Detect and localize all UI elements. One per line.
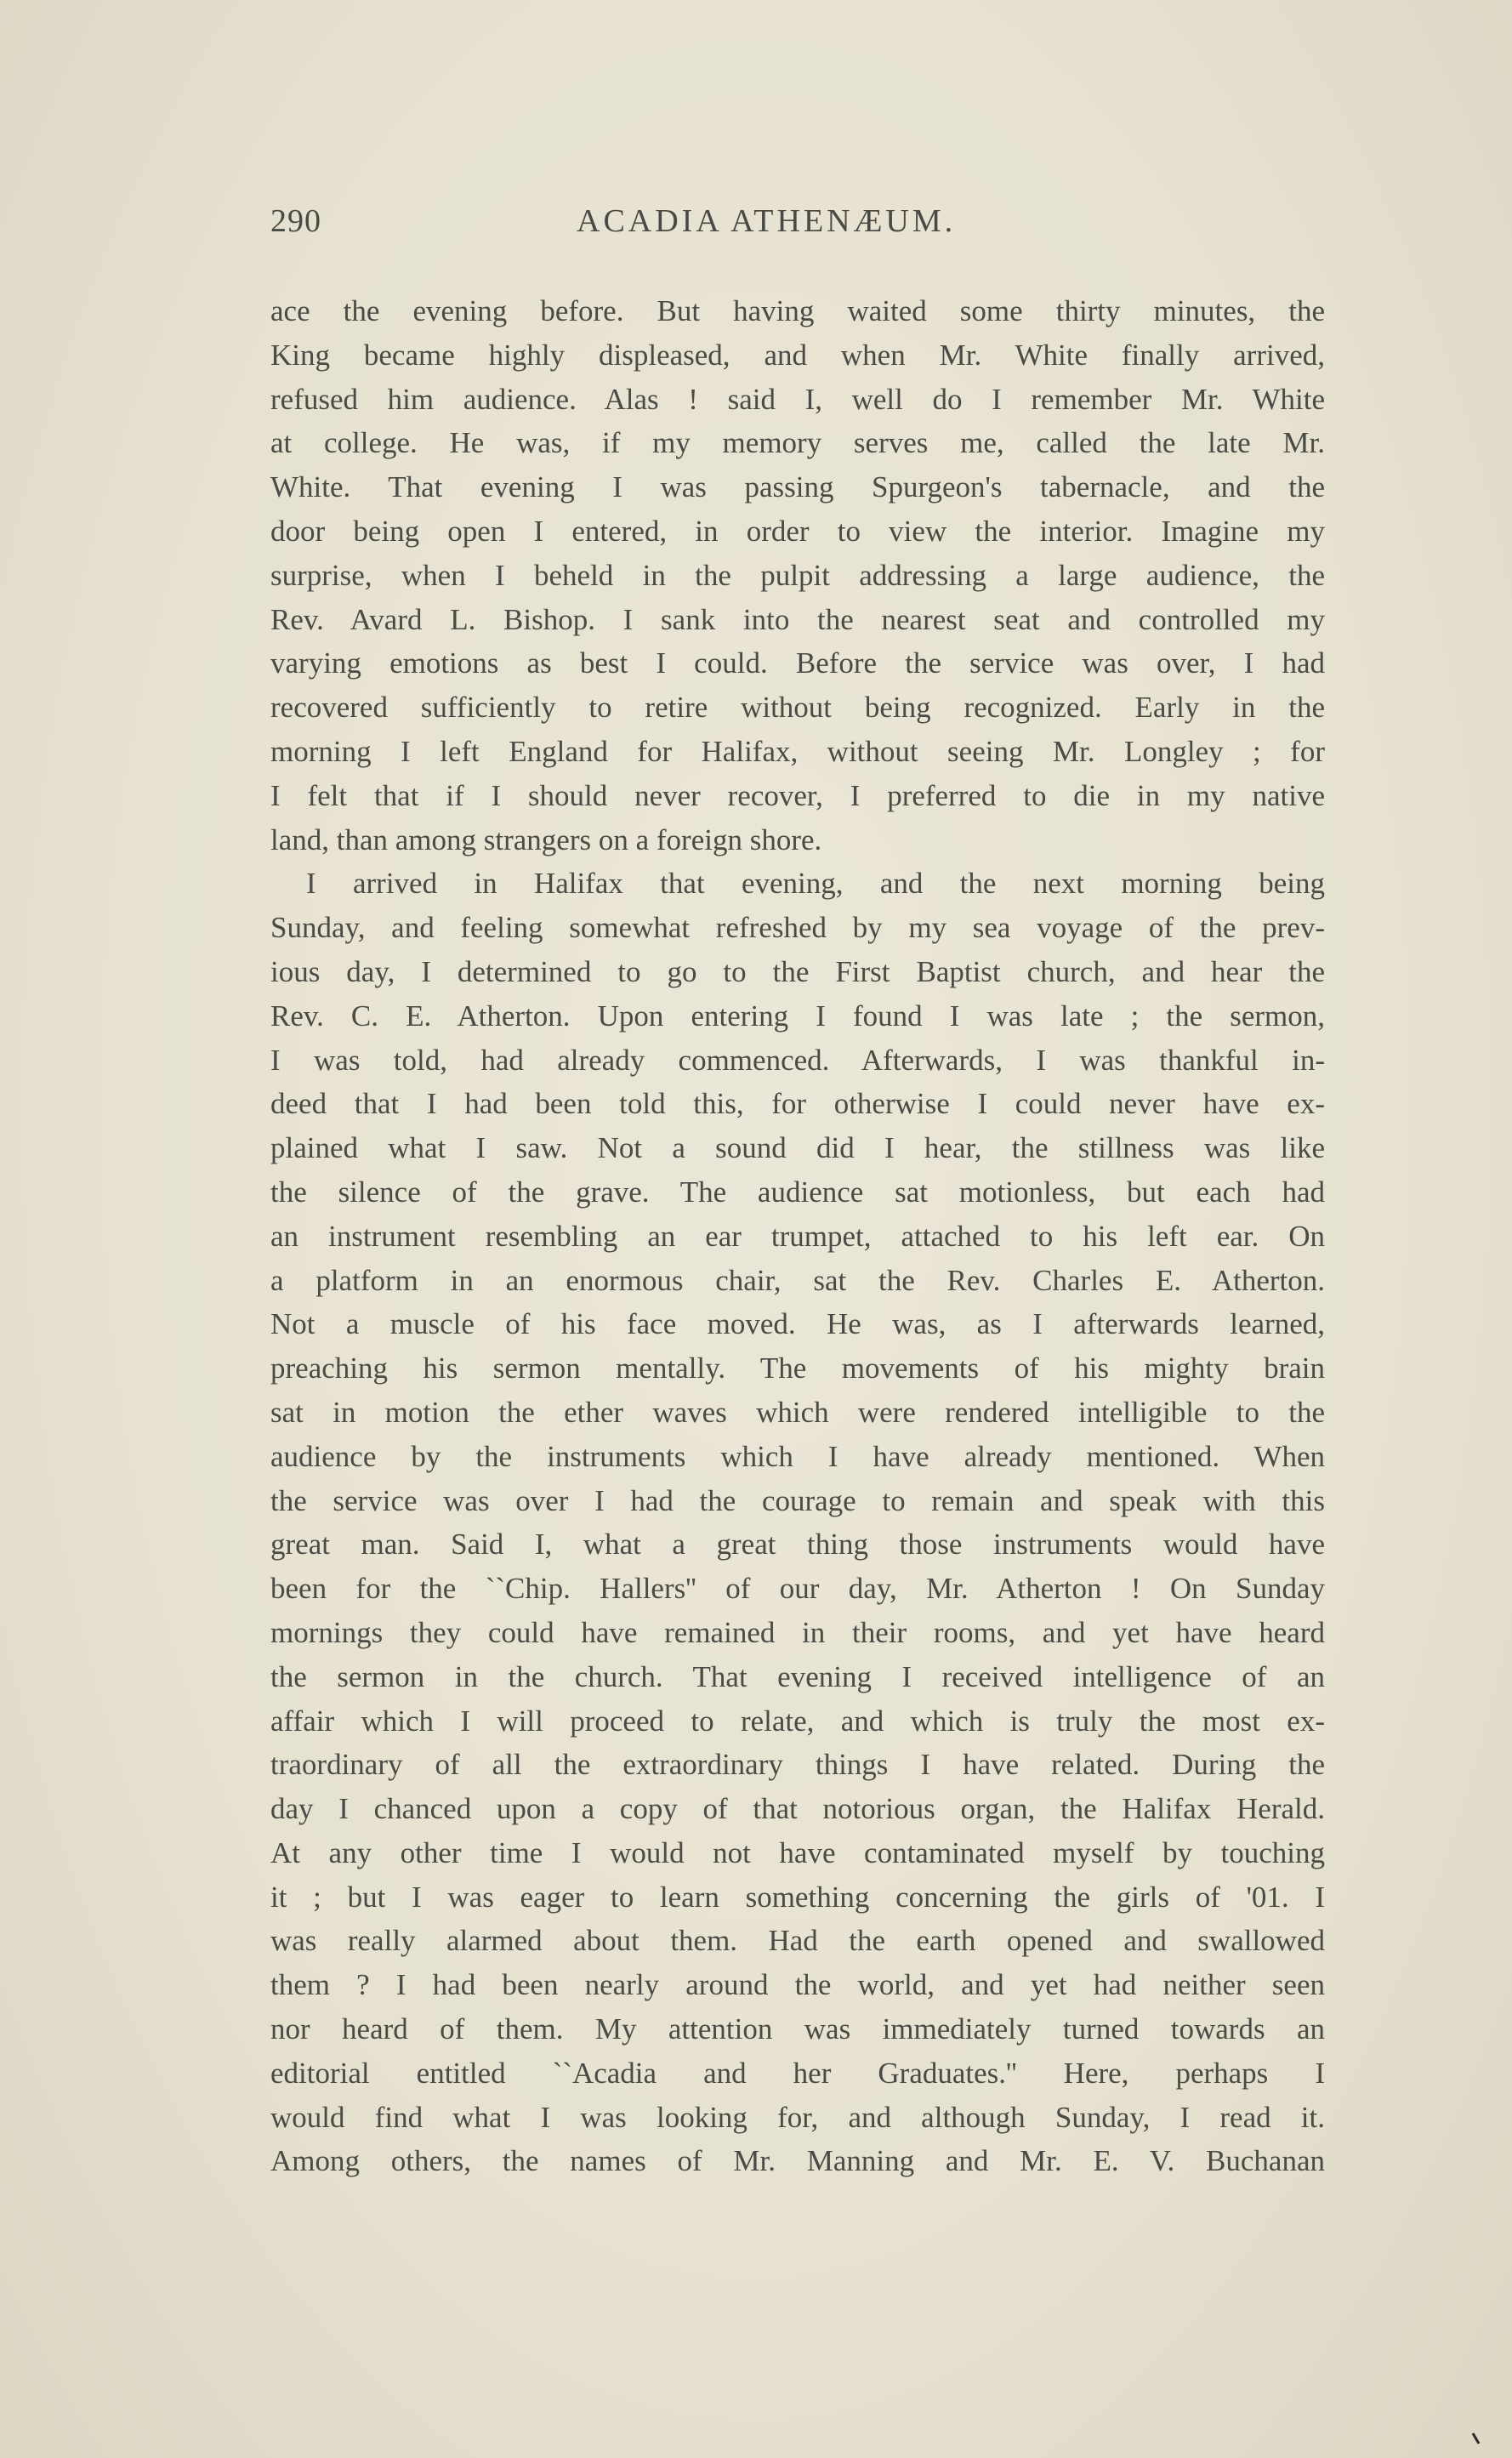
text-line: nor heard of them. My attention was immediately turned towards an	[270, 2012, 1325, 2046]
text-line: King became highly displeased, and when Mr. White finally arrived,	[270, 338, 1325, 372]
text-line: day I chanced upon a copy of that notorious organ, the Halifax Herald.	[270, 1792, 1325, 1826]
text-line: Among others, the names of Mr. Manning and Mr. E. V. Buchanan	[270, 2144, 1325, 2178]
text-line: great man. Said I, what a great thing those instruments would have	[270, 1528, 1325, 1562]
text-line: Rev. C. E. Atherton. Upon entering I found I was late ; the sermon,	[270, 999, 1325, 1033]
body-text	[270, 289, 1325, 2183]
text-line: the sermon in the church. That evening I received intelligence of an	[270, 1659, 1325, 1693]
text-line: Rev. Avard L. Bishop. I sank into the nearest seat and controlled my	[270, 602, 1325, 636]
text-line: Sunday, and feeling somewhat refreshed by my sea voyage of the prev-	[270, 911, 1325, 945]
text-line: Not a muscle of his face moved. He was, as I afterwards learned,	[270, 1307, 1325, 1341]
text-line: been for the ``Chip. Hallers'' of our day, Mr. Atherton ! On Sunday	[270, 1572, 1325, 1606]
text-line: mornings they could have remained in their rooms, and yet have heard	[270, 1615, 1325, 1649]
text-line: an instrument resembling an ear trumpet, attached to his left ear. On	[270, 1219, 1325, 1253]
page-number: 290	[270, 203, 321, 239]
text-line: would find what I was looking for, and although Sunday, I read it.	[270, 2100, 1325, 2134]
running-title: ACADIA ATHENÆUM.	[577, 203, 957, 239]
text-line: deed that I had been told this, for otherwise I could never have ex-	[270, 1087, 1325, 1121]
text-line: a platform in an enormous chair, sat the Rev. Charles E. Atherton.	[270, 1263, 1325, 1297]
page-header	[270, 202, 1325, 253]
text-line: ace the evening before. But having waited some thirty minutes, the	[270, 294, 1325, 327]
stray-ink-mark	[1472, 2432, 1481, 2444]
text-line: it ; but I was eager to learn something concerning the girls of '01. I	[270, 1880, 1325, 1914]
text-line: I was told, had already commenced. Afterwards, I was thankful in-	[270, 1043, 1325, 1077]
text-line: ious day, I determined to go to the First Baptist church, and hear the	[270, 954, 1325, 988]
text-line: preaching his sermon mentally. The movements of his mighty brain	[270, 1351, 1325, 1385]
text-line: the service was over I had the courage to remain and speak with this	[270, 1483, 1325, 1517]
text-line: morning I left England for Halifax, without seeing Mr. Longley ; for	[270, 734, 1325, 768]
text-line: I felt that if I should never recover, I preferred to die in my native	[270, 778, 1325, 812]
text-line: sat in motion the ether waves which were rendered intelligible to the	[270, 1395, 1325, 1429]
text-line: recovered sufficiently to retire without being recognized. Early in the	[270, 691, 1325, 725]
text-line: the silence of the grave. The audience sat motionless, but each had	[270, 1175, 1325, 1209]
text-line: White. That evening I was passing Spurgeon's tabernacle, and the	[270, 470, 1325, 504]
text-line: varying emotions as best I could. Before the service was over, I had	[270, 646, 1325, 680]
text-line: editorial entitled ``Acadia and her Graduates.'' Here, perhaps I	[270, 2056, 1325, 2090]
text-line: At any other time I would not have contaminated myself by touching	[270, 1835, 1325, 1869]
text-line: I arrived in Halifax that evening, and the next morning being	[306, 867, 1325, 901]
text-line: surprise, when I beheld in the pulpit addressing a large audience, the	[270, 558, 1325, 592]
text-line: them ? I had been nearly around the world, and yet had neither seen	[270, 1968, 1325, 2002]
text-line: refused him audience. Alas ! said I, well do I remember Mr. White	[270, 382, 1325, 416]
text-line: at college. He was, if my memory serves me, called the late Mr.	[270, 426, 1325, 460]
text-line: plained what I saw. Not a sound did I hear, the stillness was like	[270, 1131, 1325, 1165]
text-line: was really alarmed about them. Had the earth opened and swallowed	[270, 1924, 1325, 1958]
text-line: door being open I entered, in order to view the interior. Imagine my	[270, 514, 1325, 548]
text-line: affair which I will proceed to relate, and which is truly the most ex-	[270, 1704, 1325, 1738]
text-line: audience by the instruments which I have already mentioned. When	[270, 1439, 1325, 1473]
text-line: traordinary of all the extraordinary things I have related. During the	[270, 1748, 1325, 1782]
text-line: land, than among strangers on a foreign shore.	[270, 822, 822, 856]
